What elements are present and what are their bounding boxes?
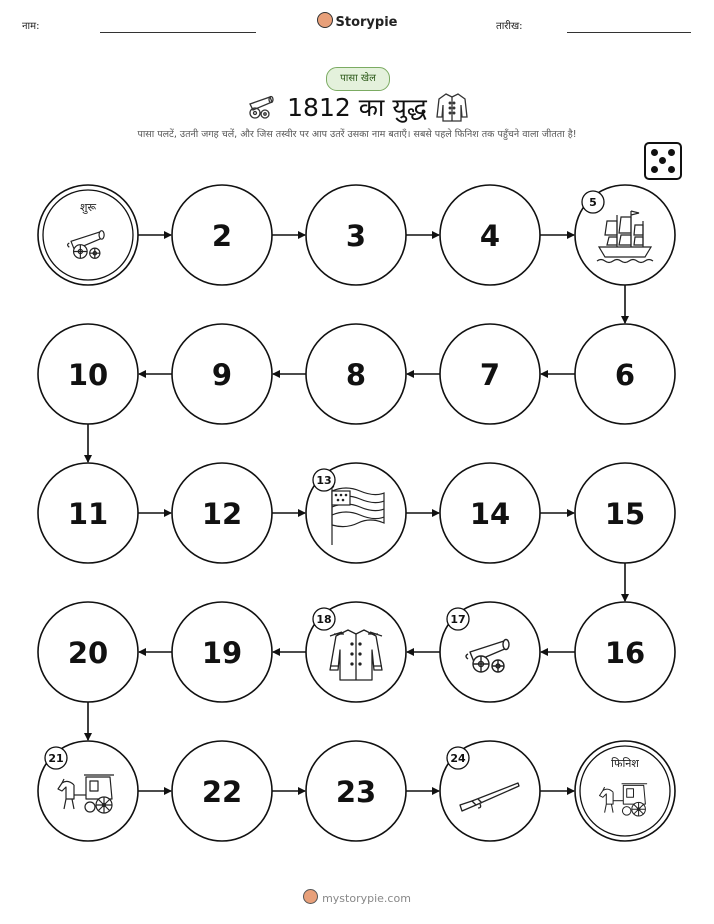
board-cell-5[interactable] bbox=[575, 185, 675, 285]
board-cell-7[interactable] bbox=[440, 324, 540, 424]
board-cell-16[interactable] bbox=[575, 602, 675, 702]
cell-number: 20 bbox=[67, 636, 109, 670]
cell-number: 23 bbox=[335, 775, 377, 809]
cell-number: 11 bbox=[67, 497, 109, 531]
start-label: शुरू bbox=[79, 201, 97, 214]
cell-number: 12 bbox=[201, 497, 243, 531]
board-cell-14[interactable] bbox=[440, 463, 540, 563]
instructions: पासा पलटें, उतनी जगह चलें, और जिस तस्वीर पर आप उतरें उसका नाम बताएँ। सबसे पहले फिनिश तक पहुँचने वाला जीतता है! bbox=[137, 129, 577, 140]
board-cell-2[interactable] bbox=[172, 185, 272, 285]
footer-url: mystorypie.com bbox=[322, 892, 411, 905]
cell-number-badge: 13 bbox=[316, 474, 332, 487]
board-cells bbox=[38, 185, 675, 841]
cell-number: 9 bbox=[211, 358, 233, 392]
cell-number-badge: 17 bbox=[450, 613, 466, 626]
cell-number: 6 bbox=[614, 358, 636, 392]
board-cell-19[interactable] bbox=[172, 602, 272, 702]
board-cell-13[interactable] bbox=[306, 463, 406, 563]
cell-number: 8 bbox=[345, 358, 367, 392]
storypie-footer-logo-icon bbox=[303, 889, 318, 904]
cell-number: 2 bbox=[211, 219, 233, 253]
board-cell-15[interactable] bbox=[575, 463, 675, 563]
board-cell-17[interactable] bbox=[440, 602, 540, 702]
cell-number: 22 bbox=[201, 775, 243, 809]
cell-number: 7 bbox=[479, 358, 501, 392]
cell-number: 19 bbox=[201, 636, 243, 670]
board-cell-3[interactable] bbox=[306, 185, 406, 285]
brand-name: Storypie bbox=[335, 15, 398, 30]
board-cell-18[interactable] bbox=[306, 602, 406, 702]
board-cell-11[interactable] bbox=[38, 463, 138, 563]
cell-number-badge: 24 bbox=[450, 752, 466, 765]
cell-number: 15 bbox=[604, 497, 646, 531]
cell-number: 16 bbox=[604, 636, 646, 670]
board-cell-8[interactable] bbox=[306, 324, 406, 424]
cell-number: 3 bbox=[345, 219, 367, 253]
board-cell-21[interactable] bbox=[38, 741, 138, 841]
cell-number: 14 bbox=[469, 497, 511, 531]
board-cell-23[interactable] bbox=[306, 741, 406, 841]
board-cell-12[interactable] bbox=[172, 463, 272, 563]
game-type-badge: पासा खेल bbox=[326, 67, 390, 91]
name-label: नाम: bbox=[22, 21, 40, 32]
board-cell-24[interactable] bbox=[440, 741, 540, 841]
footer[interactable] bbox=[0, 889, 714, 905]
finish-label: फिनिश bbox=[611, 757, 639, 770]
cell-number: 4 bbox=[479, 219, 501, 253]
board-cell-25[interactable] bbox=[575, 741, 675, 841]
board-cell-22[interactable] bbox=[172, 741, 272, 841]
date-label: तारीख: bbox=[496, 21, 523, 32]
board-cell-1[interactable] bbox=[38, 185, 138, 285]
board-cell-9[interactable] bbox=[172, 324, 272, 424]
cell-number-badge: 21 bbox=[48, 752, 64, 765]
cell-number: 10 bbox=[67, 358, 109, 392]
board-cell-10[interactable] bbox=[38, 324, 138, 424]
board-cell-6[interactable] bbox=[575, 324, 675, 424]
cell-number-badge: 18 bbox=[316, 613, 332, 626]
cell-number-badge: 5 bbox=[589, 196, 597, 209]
board-cell-4[interactable] bbox=[440, 185, 540, 285]
board-cell-20[interactable] bbox=[38, 602, 138, 702]
page-title: 1812 का युद्ध bbox=[287, 93, 427, 122]
